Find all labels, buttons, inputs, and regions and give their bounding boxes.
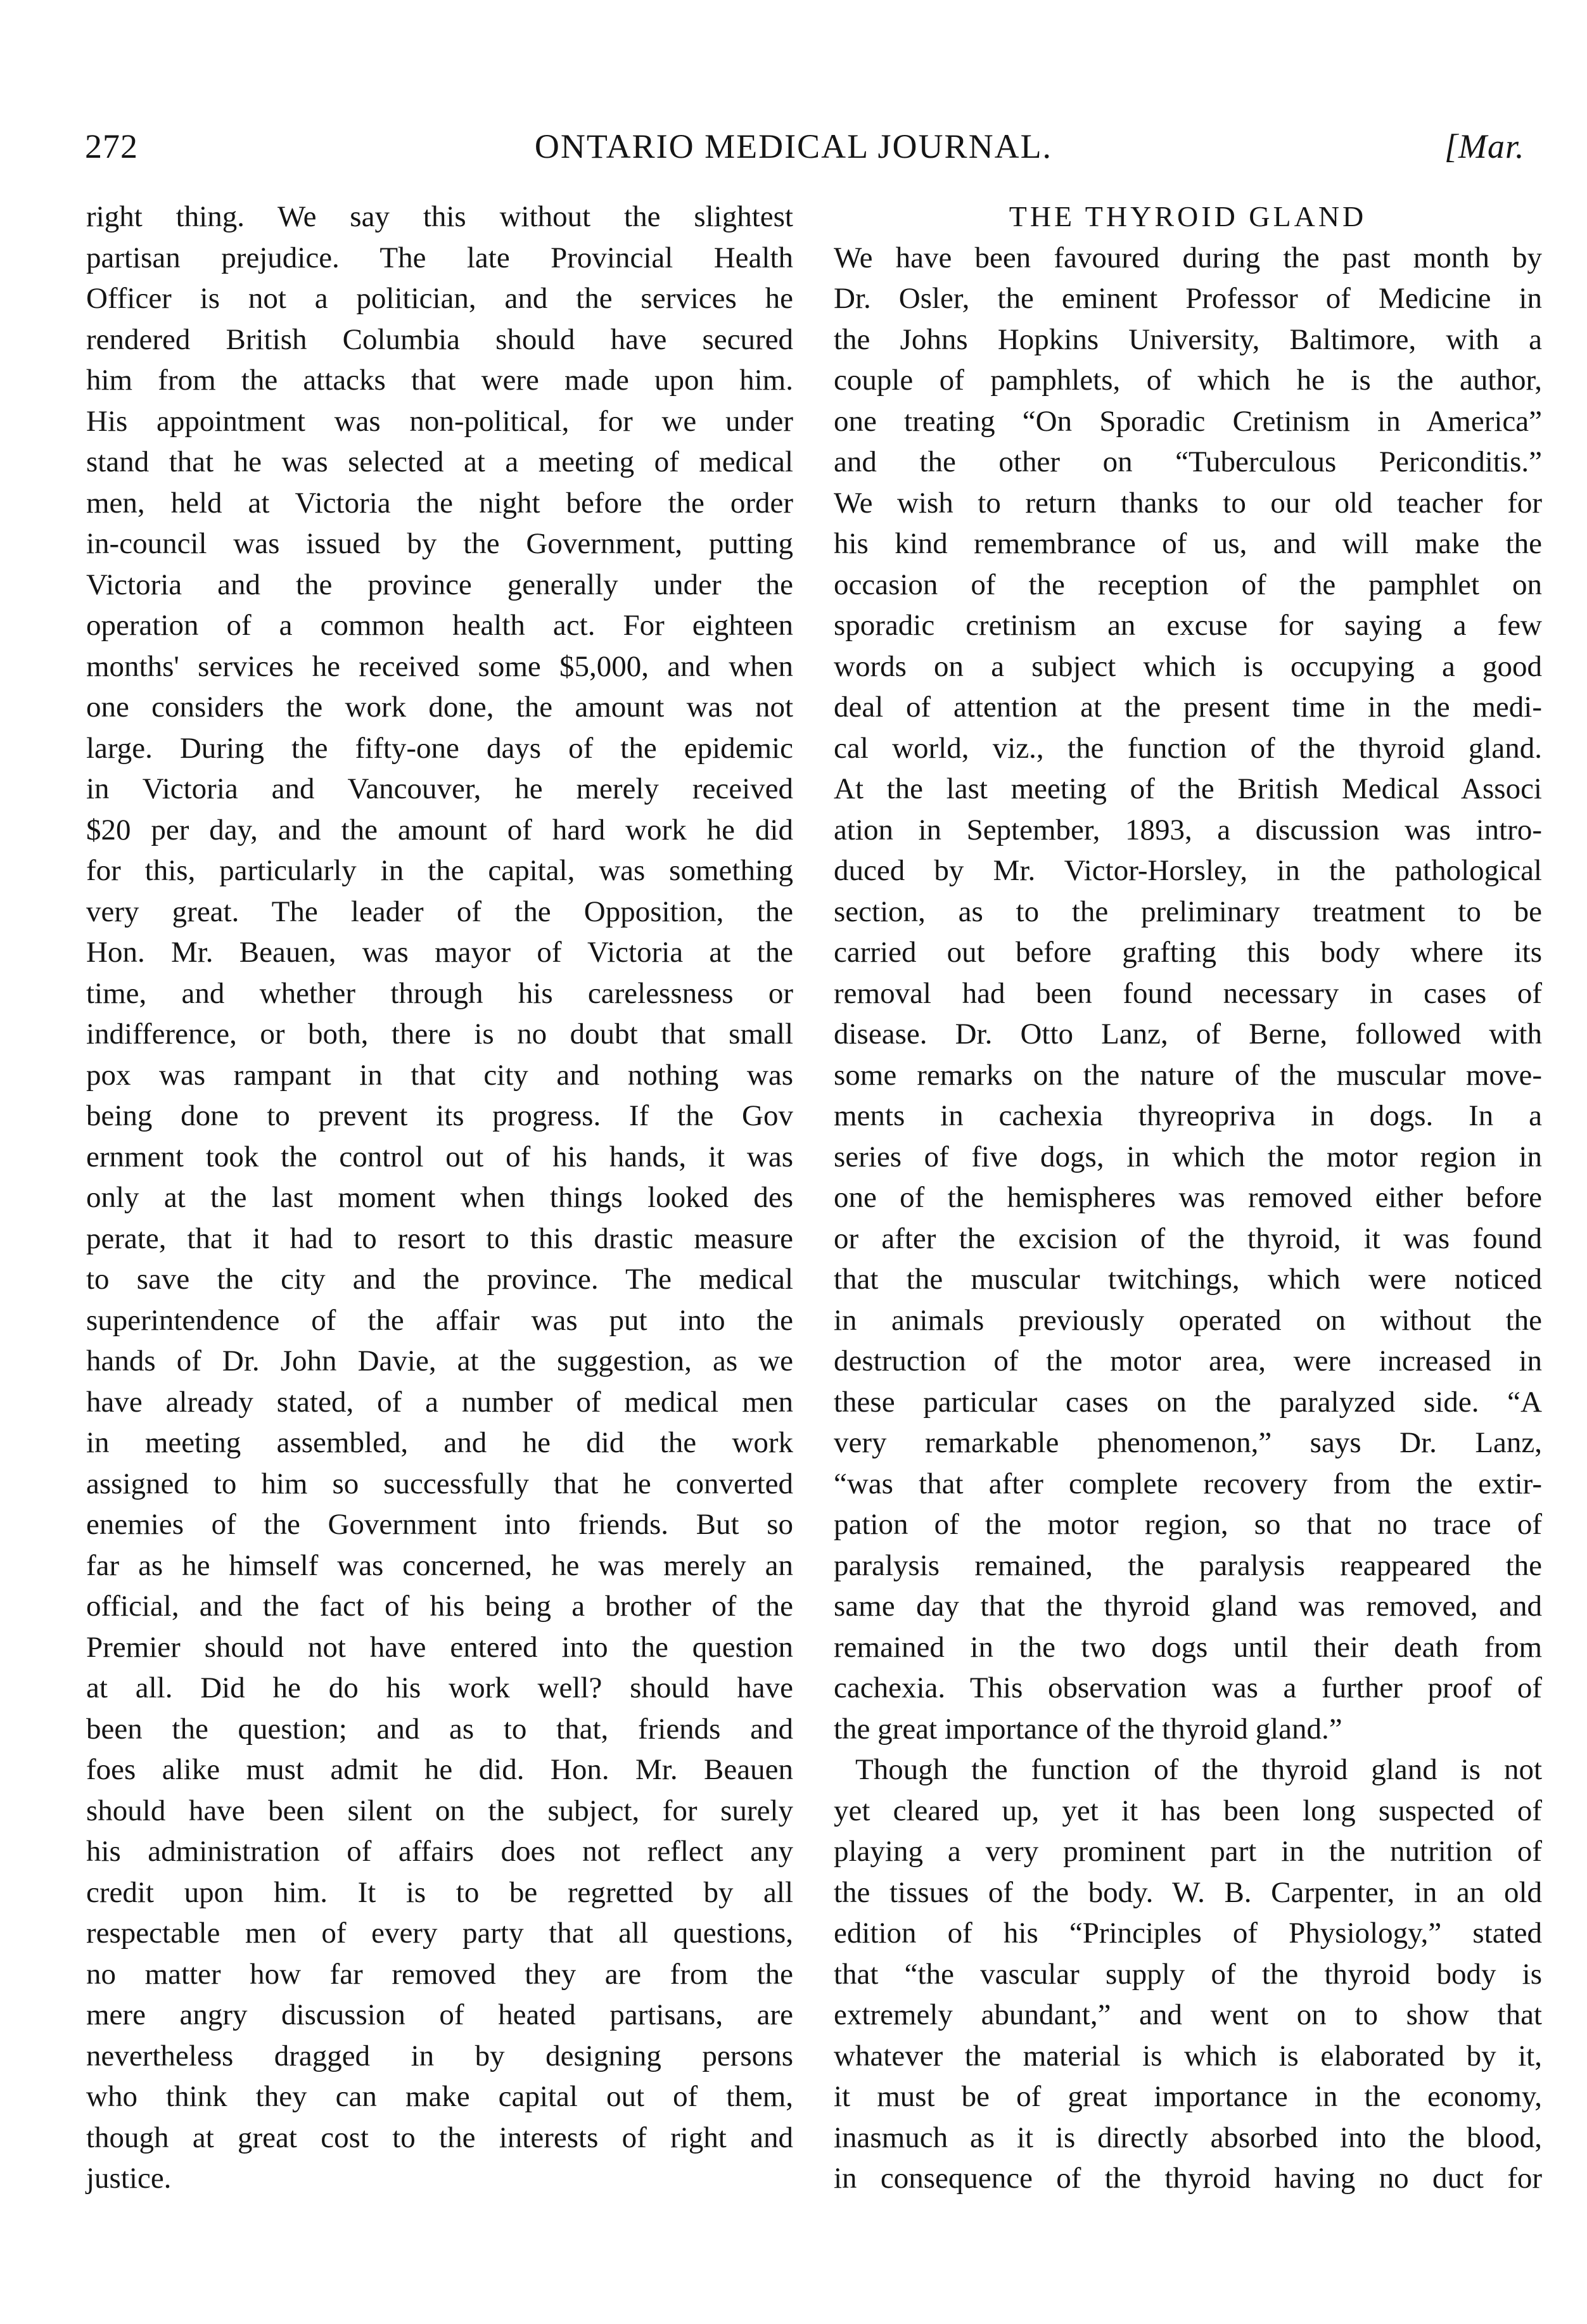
text-line: ments in cachexia thyreopriva in dogs. In a bbox=[834, 1099, 1542, 1132]
text-line: operation of a common health act. For eighteen bbox=[86, 609, 793, 642]
text-line: right thing. We say this without the slightest bbox=[86, 200, 793, 233]
text-line: $20 per day, and the amount of hard work he did bbox=[86, 813, 793, 846]
text-line: the tissues of the body. W. B. Carpenter, in an old bbox=[834, 1875, 1542, 1909]
text-line: it must be of great importance in the economy, bbox=[834, 2080, 1542, 2113]
text-line: who think they can make capital out of them, bbox=[86, 2080, 793, 2113]
text-line: for this, particularly in the capital, was something bbox=[86, 854, 793, 887]
text-line: that “the vascular supply of the thyroid body is bbox=[834, 1957, 1542, 1991]
text-line: credit upon him. It is to be regretted by all bbox=[86, 1875, 793, 1909]
text-line: no matter how far removed they are from the bbox=[86, 1957, 793, 1991]
text-line: Premier should not have entered into the question bbox=[86, 1630, 793, 1664]
text-line: in-council was issued by the Government, putting bbox=[86, 527, 793, 560]
text-line: very remarkable phenomenon,” says Dr. Lanz, bbox=[834, 1426, 1542, 1459]
text-line: far as he himself was concerned, he was merely an bbox=[86, 1548, 793, 1582]
article-heading: THE THYROID GLAND bbox=[1009, 200, 1367, 233]
text-line: foes alike must admit he did. Hon. Mr. Beauen bbox=[86, 1753, 793, 1786]
text-line: to save the city and the province. The medical bbox=[86, 1263, 793, 1296]
text-line: whatever the material is which is elaborated by it, bbox=[834, 2039, 1542, 2072]
text-line: in Victoria and Vancouver, he merely received bbox=[86, 772, 793, 805]
text-line: justice. bbox=[86, 2162, 172, 2195]
issue-month: [Mar. bbox=[1444, 127, 1525, 165]
text-line: destruction of the motor area, were increased in bbox=[834, 1344, 1542, 1377]
text-line: in meeting assembled, and he did the work bbox=[86, 1426, 793, 1459]
text-line: some remarks on the nature of the muscular move- bbox=[834, 1058, 1542, 1092]
text-line: been the question; and as to that, friends and bbox=[86, 1712, 793, 1746]
text-line: series of five dogs, in which the motor region in bbox=[834, 1140, 1542, 1173]
text-line: Dr. Osler, the eminent Professor of Medicine in bbox=[834, 282, 1542, 315]
text-line: extremely abundant,” and went on to show that bbox=[834, 1998, 1542, 2031]
text-line: We have been favoured during the past month by bbox=[834, 241, 1542, 274]
text-line: cachexia. This observation was a further proof of bbox=[834, 1671, 1542, 1704]
text-line: His appointment was non-political, for we under bbox=[86, 404, 793, 438]
text-line: ernment took the control out of his hands, it was bbox=[86, 1140, 793, 1173]
text-line: Officer is not a politician, and the services he bbox=[86, 282, 793, 315]
text-line: one of the hemispheres was removed either before bbox=[834, 1181, 1542, 1214]
text-line: one treating “On Sporadic Cretinism in America” bbox=[834, 404, 1542, 438]
text-line: words on a subject which is occupying a good bbox=[834, 649, 1542, 683]
text-line: removal had been found necessary in cases of bbox=[834, 976, 1542, 1010]
text-line: disease. Dr. Otto Lanz, of Berne, followed with bbox=[834, 1018, 1542, 1050]
text-line: assigned to him so successfully that he converted bbox=[86, 1467, 793, 1500]
text-line: and the other on “Tuberculous Periconditis.” bbox=[834, 445, 1542, 478]
text-line: “was that after complete recovery from the extir- bbox=[834, 1467, 1542, 1500]
text-line: months' services he received some $5,000, and when bbox=[86, 649, 793, 683]
text-line: same day that the thyroid gland was removed, and bbox=[834, 1590, 1542, 1623]
text-line: being done to prevent its progress. If the Gov bbox=[86, 1099, 793, 1132]
right-column bbox=[834, 196, 1542, 2199]
text-line: nevertheless dragged in by designing persons bbox=[86, 2039, 793, 2072]
text-line: At the last meeting of the British Medical Associ bbox=[834, 772, 1542, 805]
text-line: pation of the motor region, so that no trace of bbox=[834, 1508, 1542, 1541]
text-line: very great. The leader of the Opposition, the bbox=[86, 895, 793, 928]
text-line: official, and the fact of his being a brother of the bbox=[86, 1590, 793, 1623]
text-line: cal world, viz., the function of the thyroid gland. bbox=[834, 731, 1542, 765]
text-line: in animals previously operated on without the bbox=[834, 1303, 1542, 1337]
text-line: at all. Did he do his work well? should have bbox=[86, 1671, 793, 1704]
text-line: ation in September, 1893, a discussion was intro- bbox=[834, 813, 1542, 846]
text-line: We wish to return thanks to our old teacher for bbox=[834, 486, 1542, 520]
text-line: the great importance of the thyroid gland.” bbox=[834, 1712, 1342, 1746]
text-line: have already stated, of a number of medical men bbox=[86, 1385, 793, 1419]
text-line: him from the attacks that were made upon him. bbox=[86, 364, 793, 397]
text-line: playing a very prominent part in the nutrition of bbox=[834, 1835, 1542, 1868]
text-line: Victoria and the province generally under the bbox=[86, 568, 793, 601]
text-line: couple of pamphlets, of which he is the author, bbox=[834, 364, 1542, 397]
text-line: hands of Dr. John Davie, at the suggestion, as we bbox=[86, 1344, 793, 1377]
text-line: inasmuch as it is directly absorbed into the blood, bbox=[834, 2121, 1542, 2154]
text-line: his administration of affairs does not reflect any bbox=[86, 1835, 793, 1868]
page-number: 272 bbox=[85, 127, 138, 165]
text-line: duced by Mr. Victor-Horsley, in the pathological bbox=[834, 854, 1542, 887]
text-line: one considers the work done, the amount was not bbox=[86, 691, 793, 724]
left-column bbox=[86, 196, 793, 2199]
text-line: section, as to the preliminary treatment to be bbox=[834, 895, 1542, 928]
journal-title: ONTARIO MEDICAL JOURNAL. bbox=[534, 127, 1053, 165]
text-line: though at great cost to the interests of right and bbox=[86, 2121, 793, 2154]
text-line: partisan prejudice. The late Provincial Health bbox=[86, 241, 793, 274]
text-line: respectable men of every party that all questions, bbox=[86, 1917, 793, 1950]
text-line: in consequence of the thyroid having no duct for bbox=[834, 2162, 1542, 2195]
text-line: pox was rampant in that city and nothing was bbox=[86, 1058, 793, 1092]
text-line: enemies of the Government into friends. But so bbox=[86, 1508, 793, 1541]
text-line: or after the excision of the thyroid, it was found bbox=[834, 1222, 1542, 1255]
text-line: yet cleared up, yet it has been long suspected of bbox=[834, 1794, 1542, 1827]
text-line: the Johns Hopkins University, Baltimore, with a bbox=[834, 322, 1542, 356]
text-line: indifference, or both, there is no doubt that small bbox=[86, 1018, 793, 1050]
text-line: large. During the fifty-one days of the epidemic bbox=[86, 731, 793, 765]
text-line: only at the last moment when things looked des bbox=[86, 1181, 793, 1214]
text-line: his kind remembrance of us, and will make the bbox=[834, 527, 1542, 560]
text-line: paralysis remained, the paralysis reappeared the bbox=[834, 1548, 1542, 1582]
text-line: Though the function of the thyroid gland is not bbox=[855, 1753, 1542, 1786]
text-line: should have been silent on the subject, for surely bbox=[86, 1794, 793, 1827]
text-line: Hon. Mr. Beauen, was mayor of Victoria at the bbox=[86, 936, 793, 969]
text-line: superintendence of the affair was put into the bbox=[86, 1303, 793, 1337]
text-line: time, and whether through his carelessness or bbox=[86, 976, 793, 1010]
text-line: remained in the two dogs until their death from bbox=[834, 1630, 1542, 1664]
text-line: deal of attention at the present time in the medi- bbox=[834, 691, 1542, 724]
text-line: rendered British Columbia should have secured bbox=[86, 322, 793, 356]
text-line: mere angry discussion of heated partisans, are bbox=[86, 1998, 793, 2031]
text-line: sporadic cretinism an excuse for saying a few bbox=[834, 609, 1542, 642]
text-line: these particular cases on the paralyzed side. “A bbox=[834, 1385, 1542, 1419]
text-line: occasion of the reception of the pamphlet on bbox=[834, 568, 1542, 601]
text-line: perate, that it had to resort to this drastic measure bbox=[86, 1222, 793, 1255]
text-line: that the muscular twitchings, which were noticed bbox=[834, 1263, 1542, 1296]
text-line: stand that he was selected at a meeting of medical bbox=[86, 445, 793, 478]
text-line: carried out before grafting this body where its bbox=[834, 936, 1542, 969]
text-line: edition of his “Principles of Physiology,” stated bbox=[834, 1917, 1542, 1950]
text-line: men, held at Victoria the night before the order bbox=[86, 486, 793, 520]
